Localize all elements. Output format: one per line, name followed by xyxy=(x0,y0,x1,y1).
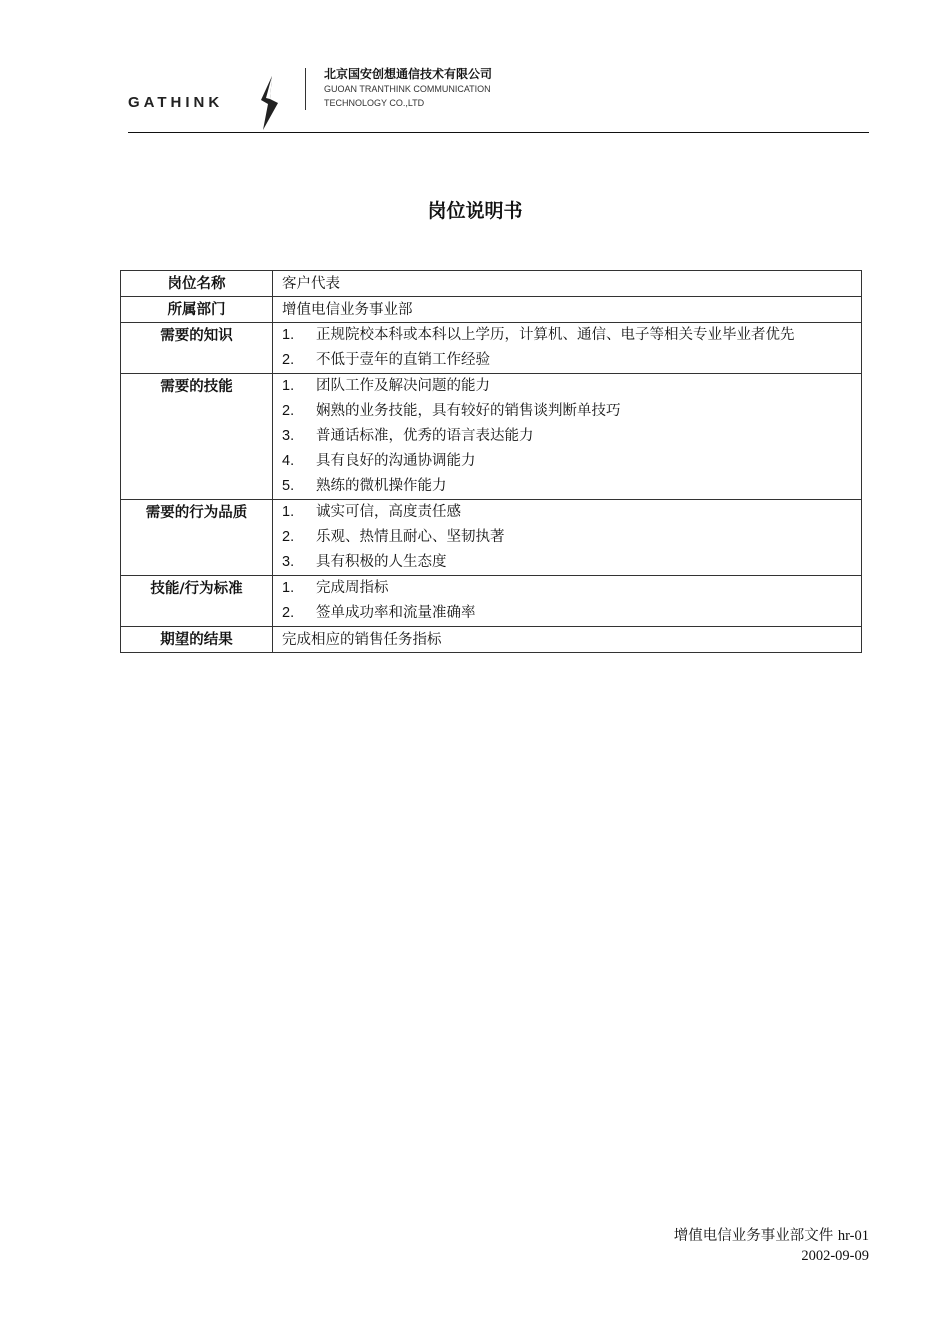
header-divider xyxy=(305,68,306,110)
item-number: 1. xyxy=(282,378,295,394)
item-number: 1. xyxy=(282,504,295,520)
item-text: 团队工作及解决问题的能力 xyxy=(316,378,490,394)
knowledge-list xyxy=(273,323,862,374)
item-number: 2. xyxy=(282,529,295,545)
item-text: 乐观、热情且耐心、坚韧执著 xyxy=(316,529,505,545)
row-label: 需要的知识 xyxy=(121,323,273,374)
company-name-en-line1: GUOAN TRANTHINK COMMUNICATION xyxy=(324,84,491,94)
footer-date: 2002-09-09 xyxy=(801,1248,869,1264)
item-text: 普通话标准，优秀的语言表达能力 xyxy=(316,428,534,444)
list-item xyxy=(282,399,861,424)
item-number: 1. xyxy=(282,580,295,596)
letterhead xyxy=(128,62,869,134)
row-label: 岗位名称 xyxy=(121,271,273,297)
item-text: 正规院校本科或本科以上学历，计算机、通信、电子等相关专业毕业者优先 xyxy=(316,327,795,343)
company-name-en-line2: TECHNOLOGY CO.,LTD xyxy=(324,98,425,108)
item-number: 3. xyxy=(282,554,295,570)
behavior-list xyxy=(273,500,862,576)
job-description-table xyxy=(120,270,862,653)
item-number: 3. xyxy=(282,428,295,444)
table-row xyxy=(121,627,862,653)
list-item xyxy=(282,424,861,449)
list-item xyxy=(282,449,861,474)
result-value: 完成相应的销售任务指标 xyxy=(282,632,442,648)
row-label: 需要的行为品质 xyxy=(121,500,273,576)
table-row xyxy=(121,374,862,500)
list-item xyxy=(282,500,861,525)
list-item xyxy=(282,374,861,399)
table-row xyxy=(121,500,862,576)
item-text: 完成周指标 xyxy=(316,580,389,596)
row-value xyxy=(273,627,862,653)
row-label: 技能/行为标准 xyxy=(121,576,273,627)
item-number: 2. xyxy=(282,605,295,621)
item-number: 2. xyxy=(282,352,295,368)
row-label: 所属部门 xyxy=(121,297,273,323)
list-item xyxy=(282,348,861,373)
company-logo-text: GATHINK xyxy=(128,94,224,111)
footer-doc-code: hr-01 xyxy=(837,1228,869,1244)
table-row xyxy=(121,297,862,323)
item-text: 娴熟的业务技能，具有较好的销售谈判断单技巧 xyxy=(316,403,621,419)
list-item xyxy=(282,323,861,348)
list-item xyxy=(282,576,861,601)
list-item xyxy=(282,601,861,626)
item-text: 具有积极的人生态度 xyxy=(316,554,447,570)
company-logo-icon xyxy=(258,76,280,130)
list-item xyxy=(282,550,861,575)
item-number: 1. xyxy=(282,327,295,343)
table-row xyxy=(121,271,862,297)
item-text: 签单成功率和流量准确率 xyxy=(316,605,476,621)
list-item xyxy=(282,525,861,550)
item-number: 4. xyxy=(282,453,295,469)
row-label: 期望的结果 xyxy=(121,627,273,653)
table-row xyxy=(121,576,862,627)
item-text: 不低于壹年的直销工作经验 xyxy=(316,352,490,368)
list-item xyxy=(282,474,861,499)
standards-list xyxy=(273,576,862,627)
row-value xyxy=(273,271,862,297)
table-row xyxy=(121,323,862,374)
item-number: 5. xyxy=(282,478,295,494)
position-name-value: 客户代表 xyxy=(282,276,340,292)
footer-doc-line xyxy=(674,1226,869,1246)
row-value xyxy=(273,297,862,323)
item-text: 具有良好的沟通协调能力 xyxy=(316,453,476,469)
footer-doc-label: 增值电信业务事业部文件 xyxy=(673,1228,834,1244)
header-rule xyxy=(128,132,869,133)
document-footer xyxy=(674,1226,869,1266)
company-name-cn: 北京国安创想通信技术有限公司 xyxy=(324,67,493,81)
skills-list xyxy=(273,374,862,500)
item-text: 熟练的微机操作能力 xyxy=(316,478,447,494)
row-label: 需要的技能 xyxy=(121,374,273,500)
item-number: 2. xyxy=(282,403,295,419)
page-title: 岗位说明书 xyxy=(427,200,523,222)
company-name xyxy=(324,66,492,110)
department-value: 增值电信业务事业部 xyxy=(282,302,413,318)
item-text: 诚实可信，高度责任感 xyxy=(316,504,461,520)
